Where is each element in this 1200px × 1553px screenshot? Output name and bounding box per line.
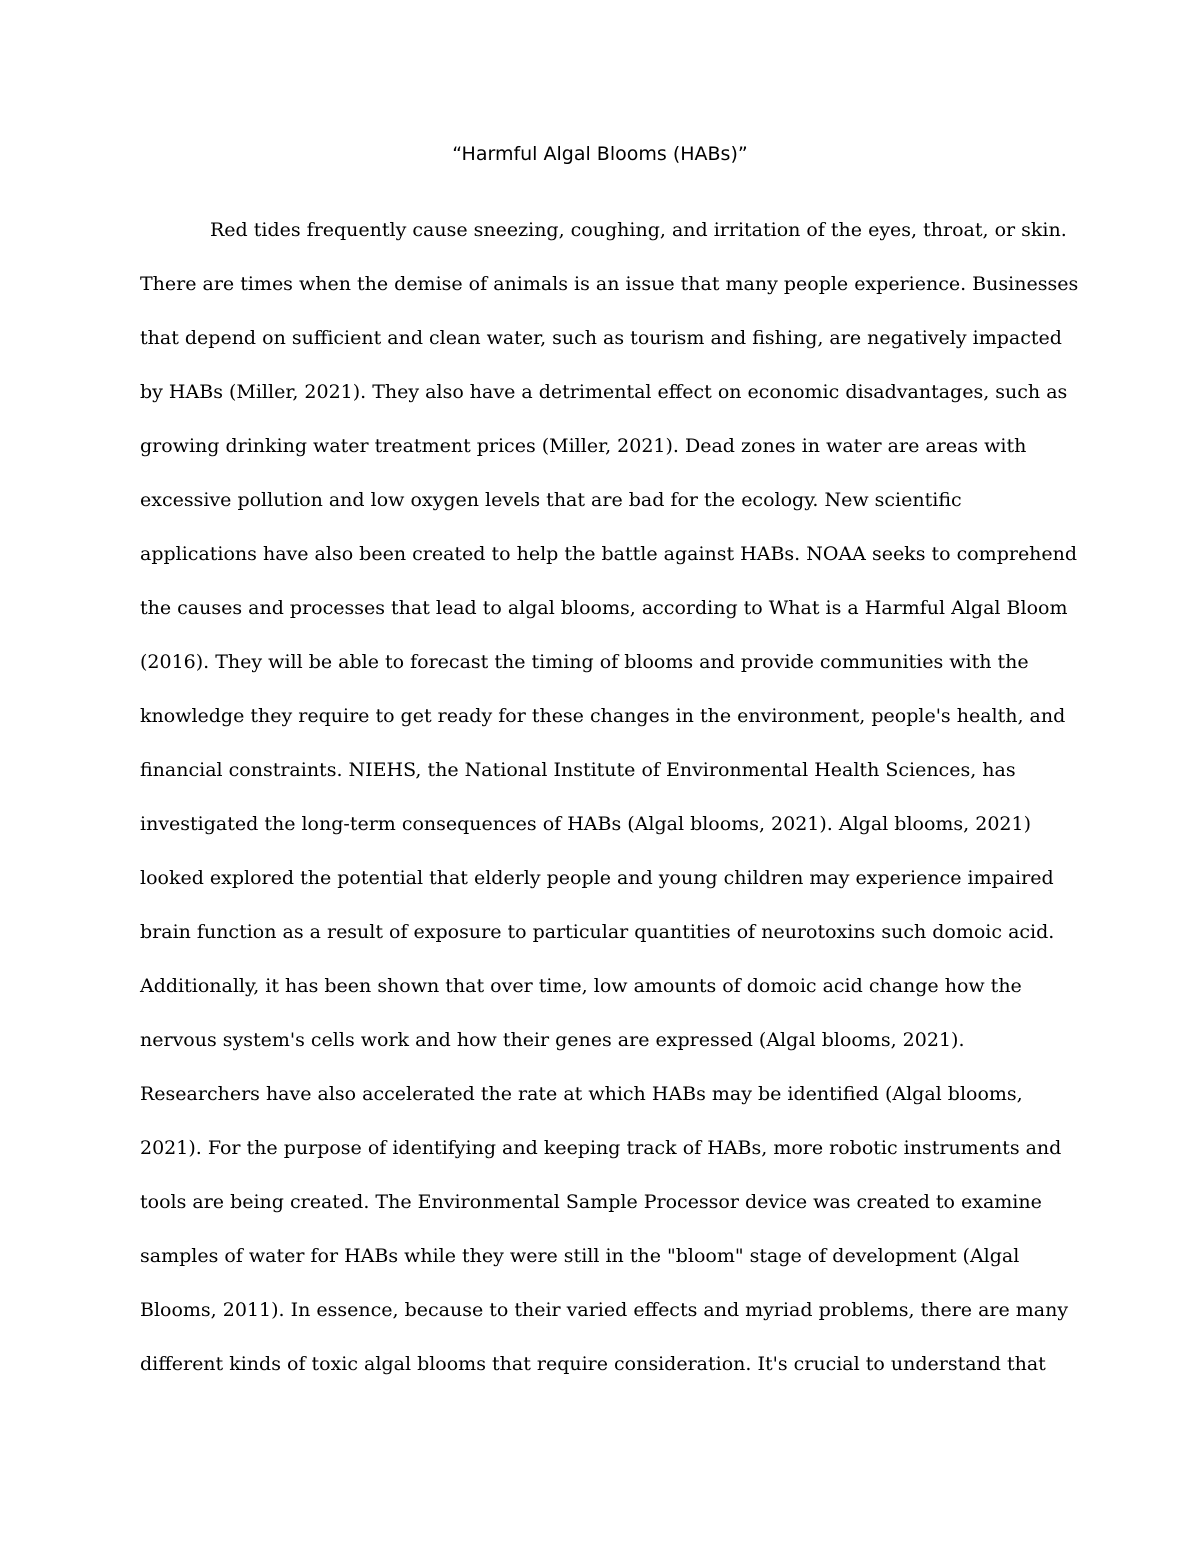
text-line: knowledge they require to get ready for these changes in the environment, people's health, and (140, 705, 1066, 727)
text-line: Additionally, it has been shown that over time, low amounts of domoic acid change how the (140, 975, 1022, 997)
text-line: excessive pollution and low oxygen levels that are bad for the ecology. New scientific (140, 489, 962, 511)
document-body (140, 212, 1080, 1400)
text-line: There are times when the demise of animals is an issue that many people experience. Businesses (140, 273, 1079, 295)
text-line: by HABs (Miller, 2021). They also have a detrimental effect on economic disadvantages, such as (140, 381, 1068, 403)
text-line: 2021). For the purpose of identifying and keeping track of HABs, more robotic instruments and (140, 1137, 1062, 1159)
text-line: growing drinking water treatment prices (Miller, 2021). Dead zones in water are areas with (140, 435, 1027, 457)
document-title: “Harmful Algal Blooms (HABs)” (452, 143, 748, 165)
text-line: Red tides frequently cause sneezing, coughing, and irritation of the eyes, throat, or skin. (210, 219, 1067, 241)
text-line: nervous system's cells work and how their genes are expressed (Algal blooms, 2021). (140, 1029, 965, 1051)
text-line: investigated the long-term consequences of HABs (Algal blooms, 2021). Algal blooms, 2021) (140, 813, 1032, 835)
text-line: that depend on sufficient and clean water, such as tourism and fishing, are negatively impacted (140, 327, 1062, 349)
text-line: looked explored the potential that elderly people and young children may experience impaired (140, 867, 1054, 889)
text-line: (2016). They will be able to forecast the timing of blooms and provide communities with the (140, 651, 1029, 673)
text-line: financial constraints. NIEHS, the National Institute of Environmental Health Sciences, has (140, 759, 1016, 781)
text-line: Researchers have also accelerated the rate at which HABs may be identified (Algal blooms, (140, 1083, 1023, 1105)
text-line: Blooms, 2011). In essence, because to their varied effects and myriad problems, there are many (140, 1299, 1069, 1321)
text-line: different kinds of toxic algal blooms that require consideration. It's crucial to understand that (140, 1353, 1046, 1375)
text-line: applications have also been created to help the battle against HABs. NOAA seeks to comprehend (140, 543, 1078, 565)
text-line: brain function as a result of exposure to particular quantities of neurotoxins such domoic acid. (140, 921, 1055, 943)
text-line: samples of water for HABs while they were still in the "bloom" stage of development (Algal (140, 1245, 1020, 1267)
text-line: tools are being created. The Environmental Sample Processor device was created to examine (140, 1191, 1042, 1213)
text-line: the causes and processes that lead to algal blooms, according to What is a Harmful Algal Bloom (140, 597, 1068, 619)
